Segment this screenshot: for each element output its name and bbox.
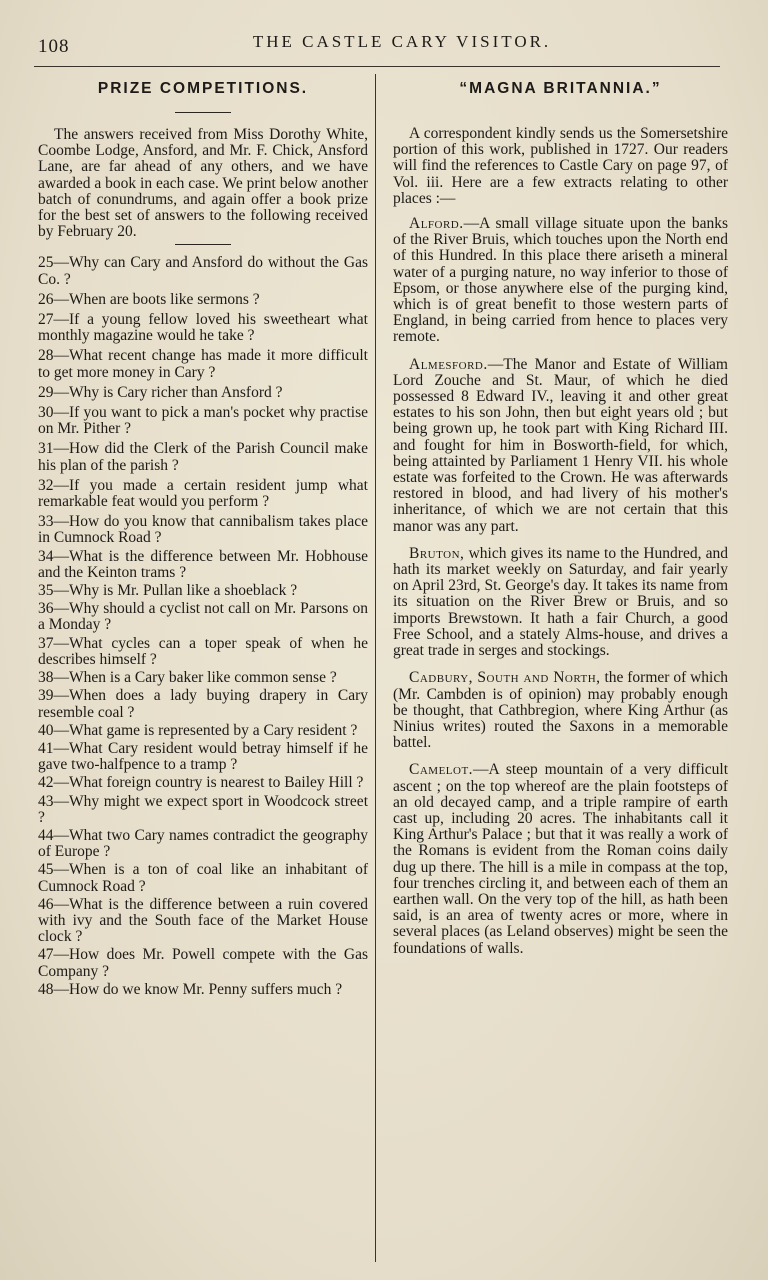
entry-camelot xyxy=(393,762,728,956)
conundrum-item: 29—Why is Cary richer than Ansford ? xyxy=(38,383,283,401)
entry-cadbury xyxy=(393,670,728,751)
entry-text: —A small village situate upon the banks of the River Bruis, which touches upon the North end of this Hundred. In this place there ariseth a mineral water of a purging nature, no way inferior to those of Epsom, or those anywhere else of the purging kind, which is of great benefit to those western parts of England, in being carried from hence to places very remote. xyxy=(393,215,728,346)
conundrum-item: 28—What recent change has made it more difficult to get more money in Cary ? xyxy=(38,347,368,381)
conundrum-item: 41—What Cary resident would betray himself if he gave two-halfpence to a tramp ? xyxy=(38,739,368,774)
conundrum-item: 44—What two Cary names contradict the geography of Europe ? xyxy=(38,826,368,861)
running-title: THE CASTLE CARY VISITOR. xyxy=(252,32,552,51)
conundrum-item: 43—Why might we expect sport in Woodcock street ? xyxy=(38,792,368,826)
conundrum-item: 39—When does a lady buying drapery in Cary resemble coal ? xyxy=(38,687,368,721)
conundrum-item: 27—If a young fellow loved his sweetheart what monthly magazine would he take ? xyxy=(38,311,368,345)
title-rule xyxy=(175,112,231,113)
conundrum-item: 45—When is a ton of coal like an inhabitant of Cumnock Road ? xyxy=(38,861,368,895)
entry-place: Alford. xyxy=(409,215,464,233)
conundrum-item: 31—How did the Clerk of the Parish Council make his plan of the parish ? xyxy=(38,440,368,474)
entry-text: —A steep mountain of a very difficult ascent ; on the top whereof are the plain footsteps of an old decayed camp, and a triple rampire of earth cast up, including 20 acres. The inhabitants call it King Arthur's Palace ; but that it was really a work of the Romans is evident from the Roman coins daily dug up there. The hill is a mile in compass at the top, four trenches circling it, and between each of them an earthen wall. On the very top of the hill, as hath been said, is an area of twenty acres or more, where in several places (as Leland observes) might be seen the foundations of walls. xyxy=(393,761,728,957)
conundrum-item: 33—How do you know that cannibalism takes place in Cumnock Road ? xyxy=(38,513,368,547)
conundrum-item: 34—What is the difference between Mr. Hobhouse and the Keinton trams ? xyxy=(38,547,368,581)
conundrum-item: 47—How does Mr. Powell compete with the Gas Company ? xyxy=(38,946,368,980)
entry-place: Bruton, xyxy=(409,544,465,562)
column-divider xyxy=(375,74,376,1262)
entry-bruton xyxy=(393,546,728,659)
header-rule xyxy=(34,66,720,67)
conundrum-item: 48—How do we know Mr. Penny suffers much ? xyxy=(38,980,343,998)
prize-competitions-title: PRIZE COMPETITIONS. xyxy=(97,80,309,97)
conundrum-item: 36—Why should a cyclist not call on Mr. Parsons on a Monday ? xyxy=(38,600,368,634)
conundrum-item: 37—What cycles can a toper speak of when he describes himself ? xyxy=(38,634,368,668)
conundrum-item: 42—What foreign country is nearest to Bailey Hill ? xyxy=(38,774,364,792)
conundrum-item: 38—When is a Cary baker like common sense ? xyxy=(38,669,337,687)
section-rule xyxy=(175,244,231,245)
entry-text: —The Manor and Estate of William Lord Zouche and St. Maur, of which he died possessed 8 Edward IV., leaving it and other great estates to his son John, then but eight years old ; but being grown up, he took part with King Richard III. and fought for him in Bosworth-field, for which, being attainted by Parliament 1 Henry VII. his whole estate was forfeited to the Crown. He was afterwards restored in blood, and had livery of his mother's inheritance, of which we are not certain that this manor was any part. xyxy=(393,355,728,535)
entry-place: Camelot. xyxy=(409,761,474,779)
conundrum-item: 46—What is the difference between a ruin covered with ivy and the South face of the Market House clock ? xyxy=(38,895,368,946)
entry-alford xyxy=(393,216,728,346)
conundrum-list xyxy=(38,255,368,998)
page-number: 108 xyxy=(38,36,70,57)
conundrum-item: 32—If you made a certain resident jump what remarkable feat would you perform ? xyxy=(38,476,368,511)
entry-place: Almesford. xyxy=(409,355,488,373)
entry-place: Cadbury, South and North, xyxy=(409,669,601,687)
prize-competitions-column xyxy=(38,78,368,1000)
conundrum-item: 25—Why can Cary and Ansford do without the Gas Co. ? xyxy=(38,254,368,288)
conundrum-item: 40—What game is represented by a Cary resident ? xyxy=(38,721,358,739)
entry-text: which gives its name to the Hundred, and hath its market weekly on Saturday, and fair yearly on April 23rd, St. George's day. It takes its name from its situation on the River Brew or Bruis, and so imports Brewstown. It hath a fair Church, a good Free School, and a stately Alms-house, and drives a great trade in serges and stockings. xyxy=(393,544,728,660)
entry-text: the former of which (Mr. Cambden is of opinion) may probably enough be thought, that Cathbregion, where King Arthur (as Ninius writes) routed the Saxons in a memorable battel. xyxy=(393,669,728,752)
prize-intro: The answers received from Miss Dorothy White, Coombe Lodge, Ansford, and Mr. F. Chick, Ansford Lane, are far ahead of any others, and we have awarded a book in each case. We print below another batch of conundrums, and again offer a book prize for the best set of answers to the following received by February 20. xyxy=(38,126,368,241)
conundrum-item: 26—When are boots like sermons ? xyxy=(38,290,260,308)
magna-britannia-column xyxy=(393,78,728,968)
conundrum-item: 30—If you want to pick a man's pocket why practise on Mr. Pither ? xyxy=(38,404,368,438)
magna-britannia-title: “MAGNA BRITANNIA.” xyxy=(459,80,662,97)
magna-intro: A correspondent kindly sends us the Somersetshire portion of this work, published in 1727. Our readers will find the references to Castle Cary on page 97, of Vol. iii. Here are a few extracts relating to other places :— xyxy=(393,125,728,207)
conundrum-item: 35—Why is Mr. Pullan like a shoeblack ? xyxy=(38,582,298,600)
entry-almesford xyxy=(393,357,728,535)
